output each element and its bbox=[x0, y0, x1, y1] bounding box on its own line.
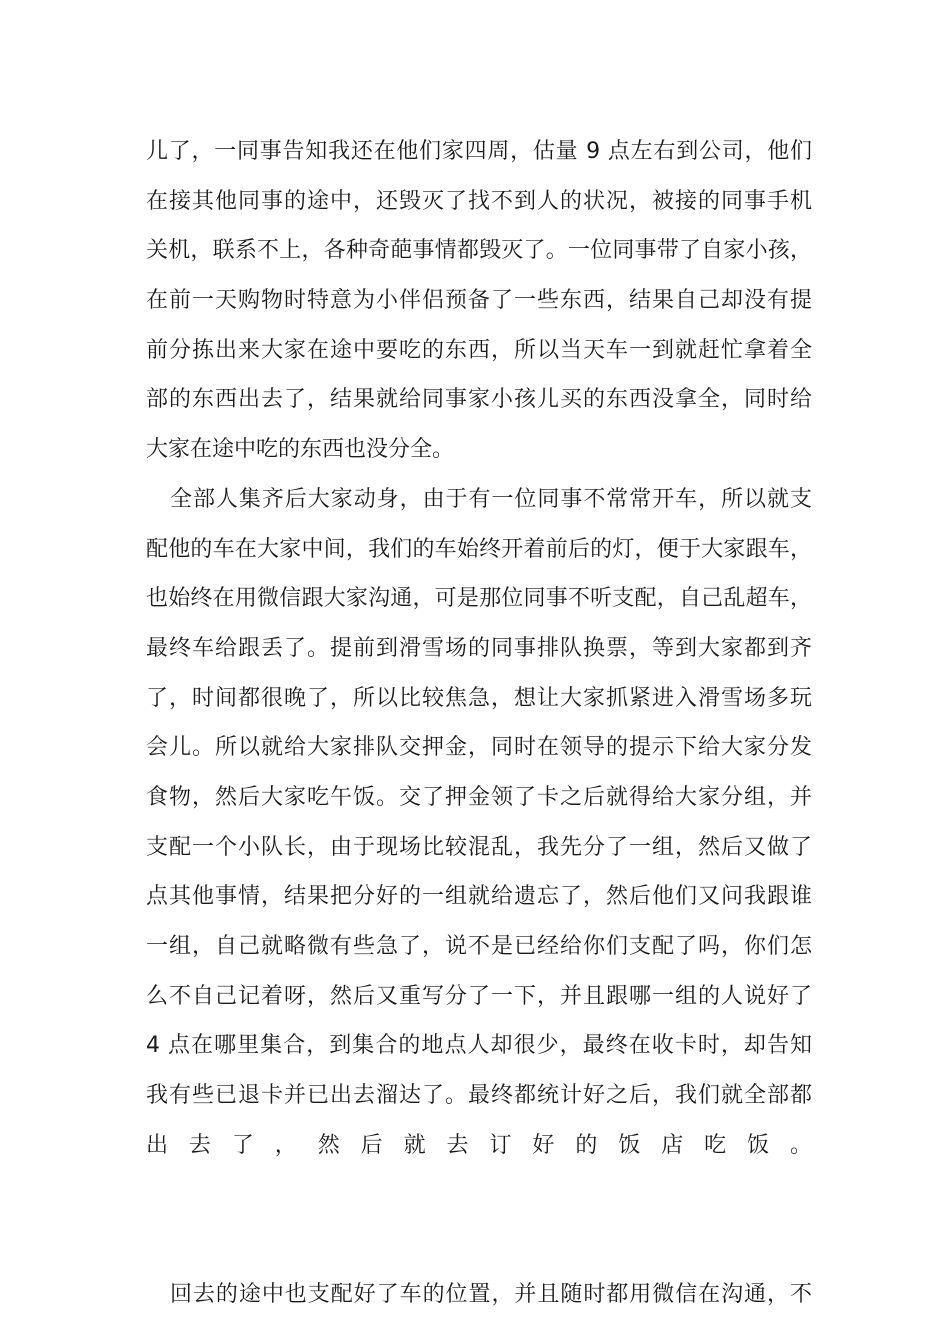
text-line: 全部人集齐后大家动身，由于有一位同事不常常开车，所以就支 bbox=[170, 486, 812, 512]
document-body bbox=[146, 127, 812, 1320]
text-line: 儿了，一同事告知我还在他们家四周，估量 9 点左右到公司，他们 bbox=[146, 139, 812, 164]
text-line: 么不自己记着呀，然后又重写分了一下，并且跟哪一组的人说好了 bbox=[146, 983, 812, 1009]
text-line: 我有些已退卡并已出去溜达了。最终都统计好之后，我们就全部都 bbox=[146, 1083, 812, 1109]
text-line: 了，时间都很晚了，所以比较焦急，想让大家抓紧进入滑雪场多玩 bbox=[146, 685, 812, 711]
text-line: 一组，自己就略微有些急了，说不是已经给你们支配了吗，你们怎 bbox=[146, 934, 812, 959]
text-line: 出去了，然后就去订好的饭店吃饭。 bbox=[146, 1132, 812, 1158]
text-line: 4 点在哪里集合，到集合的地点人却很少，最终在收卡时，却告知 bbox=[146, 1033, 812, 1059]
text-line: 大家在途中吃的东西也没分全。 bbox=[146, 437, 455, 463]
text-line: 支配一个小队长，由于现场比较混乱，我先分了一组，然后又做了 bbox=[146, 834, 812, 860]
text-line: 食物，然后大家吃午饭。交了押金领了卡之后就得给大家分组，并 bbox=[146, 784, 812, 810]
text-line: 关机，联系不上，各种奇葩事情都毁灭了。一位同事带了自家小孩， bbox=[146, 238, 812, 264]
paragraph-3 bbox=[146, 1270, 812, 1320]
text-line: 前分拣出来大家在途中要吃的东西，所以当天车一到就赶忙拿着全 bbox=[146, 337, 812, 363]
text-line: 也始终在用微信跟大家沟通，可是那位同事不听支配，自己乱超车， bbox=[146, 586, 812, 612]
text-line: 在接其他同事的途中，还毁灭了找不到人的状况，被接的同事手机 bbox=[146, 188, 812, 214]
text-line: 部的东西出去了，结果就给同事家小孩儿买的东西没拿全，同时给 bbox=[146, 387, 812, 413]
text-line: 回去的途中也支配好了车的位置，并且随时都用微信在沟通，不 bbox=[170, 1281, 812, 1307]
paragraph-2 bbox=[146, 475, 812, 1270]
text-line: 在前一天购物时特意为小伴侣预备了一些东西，结果自己却没有提 bbox=[146, 288, 812, 314]
text-line bbox=[146, 1220, 812, 1270]
text-line bbox=[146, 1170, 812, 1220]
text-line: 配他的车在大家中间，我们的车始终开着前后的灯，便于大家跟车， bbox=[146, 536, 812, 562]
text-line: 最终车给跟丢了。提前到滑雪场的同事排队换票，等到大家都到齐 bbox=[146, 635, 812, 661]
paragraph-1 bbox=[146, 127, 812, 475]
text-line: 点其他事情，结果把分好的一组就给遗忘了，然后他们又问我跟谁 bbox=[146, 884, 812, 910]
text-line: 会儿。所以就给大家排队交押金，同时在领导的提示下给大家分发 bbox=[146, 735, 812, 761]
